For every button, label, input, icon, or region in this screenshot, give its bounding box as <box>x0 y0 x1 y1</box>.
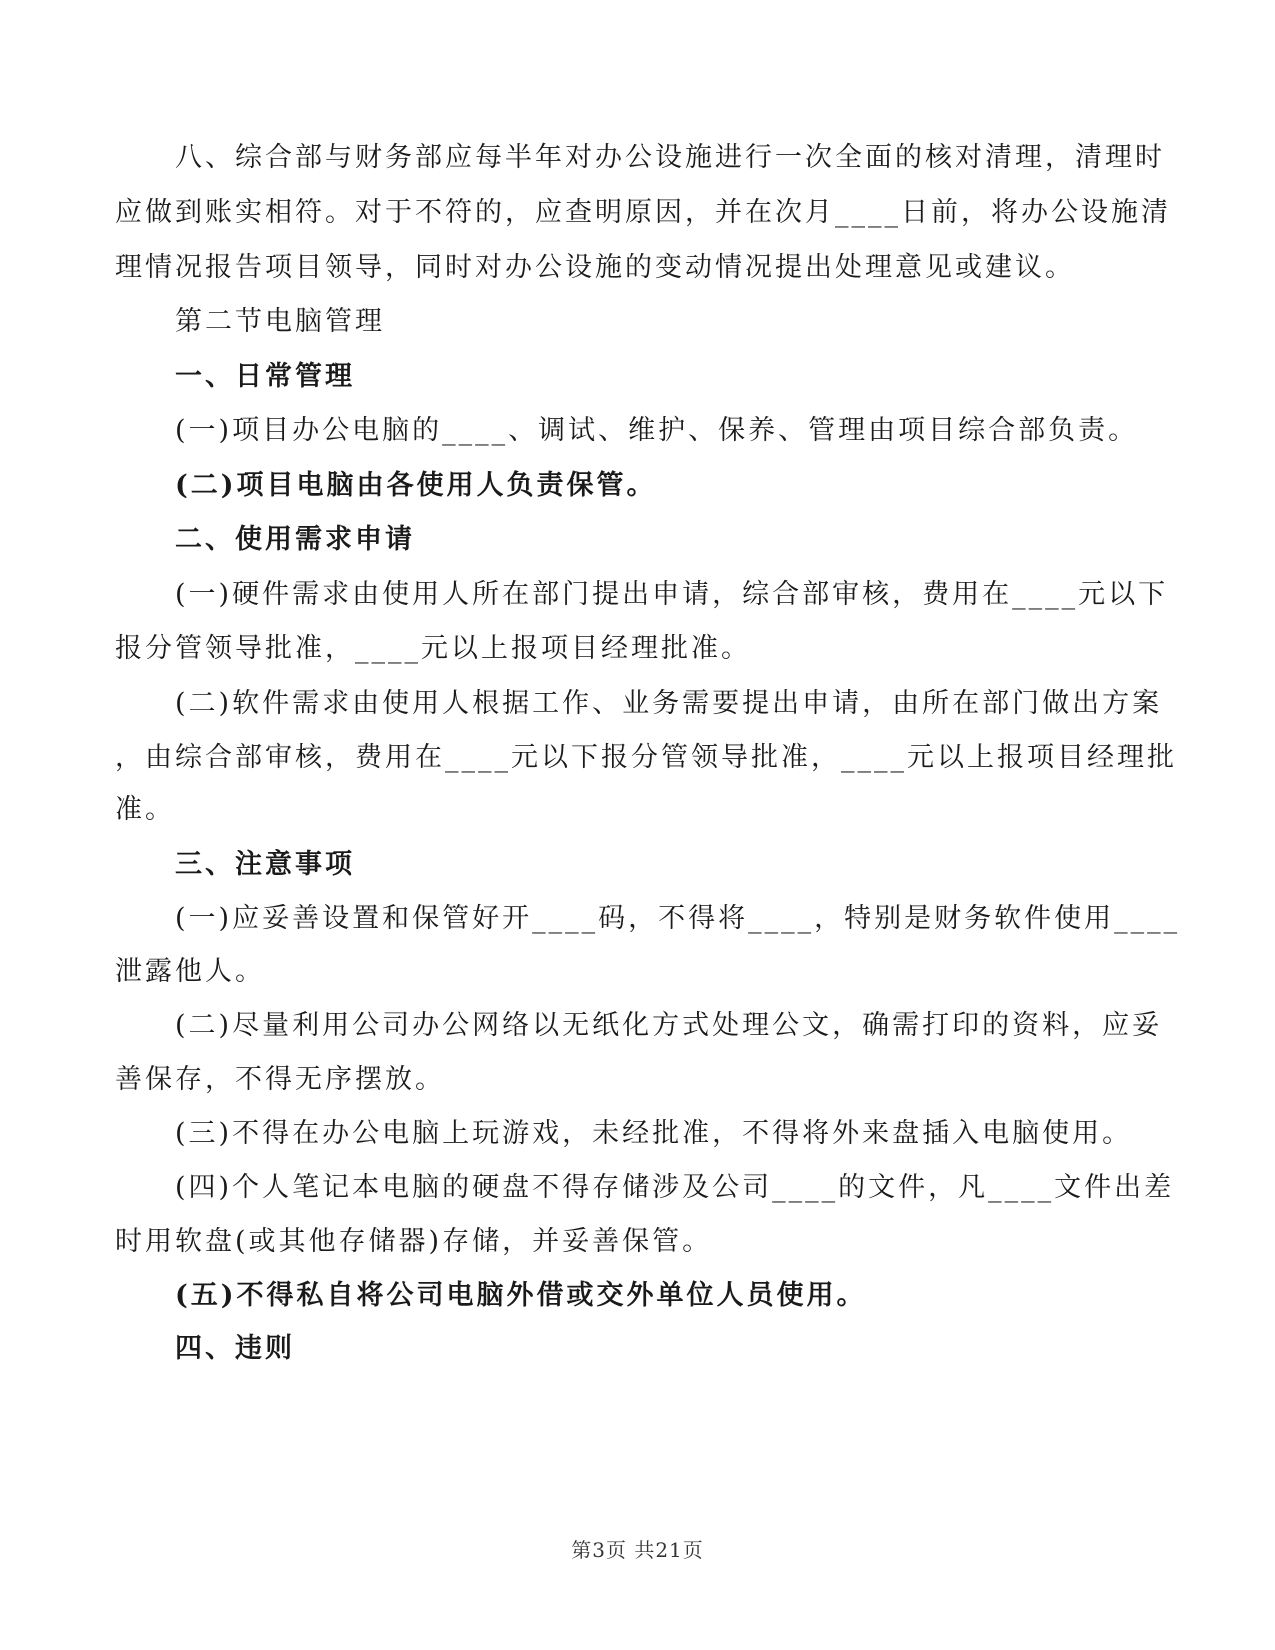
daily-item-2: (二)项目电脑由各使用人负责保管。 <box>115 470 657 501</box>
request-item-2-line-3: 准。 <box>115 794 175 825</box>
page-number: 第3页 共21页 <box>571 1538 704 1562</box>
notes-item-1-line-1: (一)应妥善设置和保管好开____码，不得将____，特别是财务软件使用____ <box>115 903 1181 934</box>
notes-item-4-line-1: (四)个人笔记本电脑的硬盘不得存储涉及公司____的文件，凡____文件出差 <box>115 1172 1175 1203</box>
heading-violations: 四、违则 <box>115 1333 295 1364</box>
paragraph-8-line-1: 八、综合部与财务部应每半年对办公设施进行一次全面的核对清理，清理时 <box>115 142 1165 173</box>
notes-item-3: (三)不得在办公电脑上玩游戏，未经批准，不得将外来盘插入电脑使用。 <box>115 1118 1133 1149</box>
heading-notes: 三、注意事项 <box>115 849 355 880</box>
notes-item-2-line-2: 善保存，不得无序摆放。 <box>115 1064 445 1095</box>
request-item-2-line-1: (二)软件需求由使用人根据工作、业务需要提出申请，由所在部门做出方案 <box>115 688 1163 719</box>
notes-item-4-line-2: 时用软盘(或其他存储器)存储，并妥善保管。 <box>115 1226 713 1257</box>
section-heading-computer-management: 第二节电脑管理 <box>115 306 385 337</box>
paragraph-8-line-3: 理情况报告项目领导，同时对办公设施的变动情况提出处理意见或建议。 <box>115 252 1075 283</box>
notes-item-2-line-1: (二)尽量利用公司办公网络以无纸化方式处理公文，确需打印的资料，应妥 <box>115 1010 1163 1041</box>
request-item-2-line-2: ，由综合部审核，费用在____元以下报分管领导批准，____元以上报项目经理批 <box>115 742 1177 773</box>
daily-item-1: (一)项目办公电脑的____、调试、维护、保养、管理由项目综合部负责。 <box>115 415 1139 446</box>
request-item-1-line-2: 报分管领导批准，____元以上报项目经理批准。 <box>115 633 751 664</box>
notes-item-1-line-2: 泄露他人。 <box>115 956 265 987</box>
request-item-1-line-1: (一)硬件需求由使用人所在部门提出申请，综合部审核，费用在____元以下 <box>115 579 1169 610</box>
heading-daily-management: 一、日常管理 <box>115 361 355 392</box>
notes-item-5: (五)不得私自将公司电脑外借或交外单位人员使用。 <box>115 1280 867 1311</box>
paragraph-8-line-2: 应做到账实相符。对于不符的，应查明原因，并在次月____日前，将办公设施清 <box>115 197 1171 228</box>
heading-usage-request: 二、使用需求申请 <box>115 524 415 555</box>
